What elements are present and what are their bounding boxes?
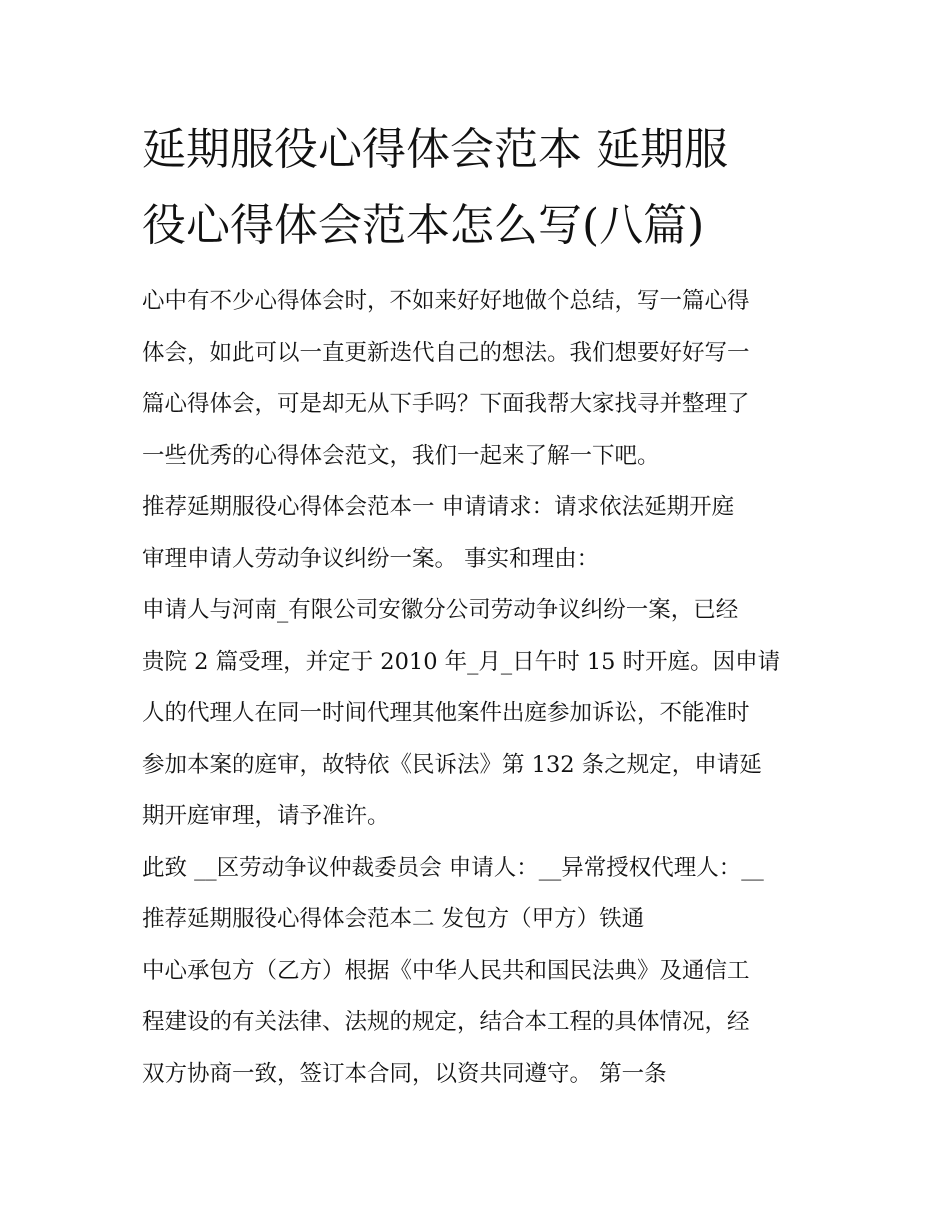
body-line: 人的代理人在同一时间代理其他案件出庭参加诉讼，不能准时 bbox=[142, 700, 750, 726]
body-line: 贵院 2 篇受理，并定于 2010 年_月_日午时 15 时开庭。因申请 bbox=[142, 648, 781, 675]
title-line: 延期服役心得体会范本 延期服 bbox=[142, 124, 728, 175]
body-line: 期开庭审理，请予准许。 bbox=[142, 803, 390, 829]
document-body bbox=[142, 276, 822, 1100]
body-line: 推荐延期服役心得体会范本一 申请请求：请求依法延期开庭 bbox=[142, 494, 735, 520]
body-line: 心中有不少心得体会时，不如来好好地做个总结，写一篇心得 bbox=[142, 288, 750, 314]
body-line: 申请人与河南_有限公司安徽分公司劳动争议纠纷一案，已经 bbox=[142, 597, 739, 623]
title-line: 役心得体会范本怎么写(八篇) bbox=[142, 200, 705, 251]
body-line: 一些优秀的心得体会范文，我们一起来了解一下吧。 bbox=[142, 442, 660, 469]
body-line: 审理申请人劳动争议纠纷一案。 事实和理由： bbox=[142, 545, 600, 572]
body-line: 参加本案的庭审，故特依《民诉法》第 132 条之规定，申请延 bbox=[142, 751, 762, 778]
body-line: 中心承包方（乙方）根据《中华人民共和国民法典》及通信工 bbox=[142, 957, 750, 984]
body-line: 此致 __区劳动争议仲裁委员会 申请人：__异常授权代理人：__ bbox=[142, 854, 764, 881]
body-line: 程建设的有关法律、法规的规定，结合本工程的具体情况，经 bbox=[142, 1009, 750, 1035]
body-line: 体会，如此可以一直更新迭代自己的想法。我们想要好好写一 bbox=[142, 339, 750, 366]
body-line: 推荐延期服役心得体会范本二 发包方（甲方）铁通 bbox=[142, 906, 645, 932]
body-line: 双方协商一致，签订本合同，以资共同遵守。 第一条 bbox=[142, 1060, 667, 1087]
document-title bbox=[142, 112, 842, 264]
body-line: 篇心得体会，可是却无从下手吗？下面我帮大家找寻并整理了 bbox=[142, 391, 750, 417]
